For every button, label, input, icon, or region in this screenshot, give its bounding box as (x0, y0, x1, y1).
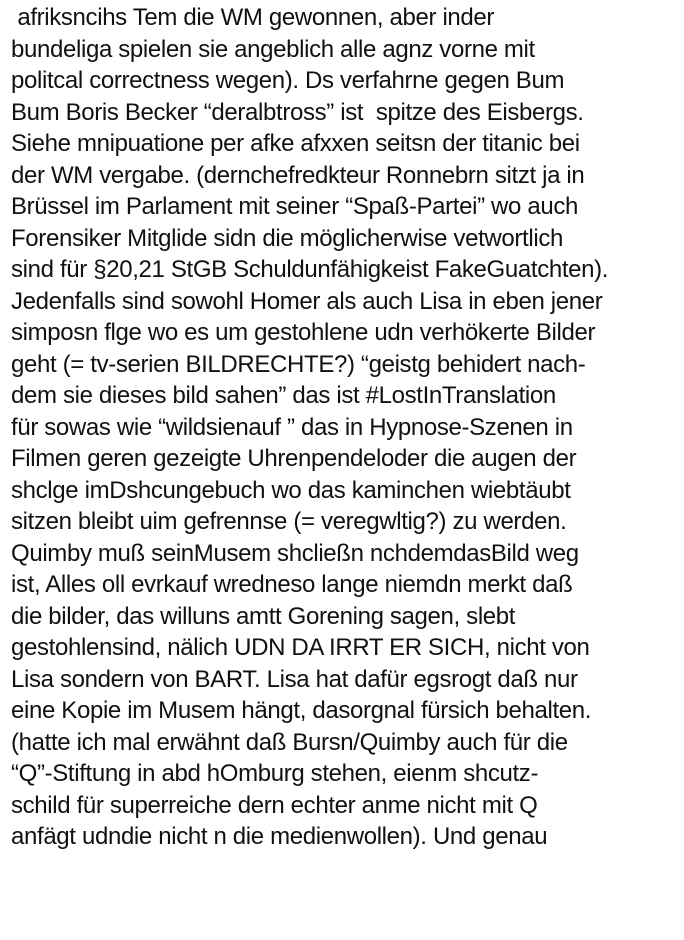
text-line: für sowas wie “wildsienauf ” das in Hypnose-Szenen in (11, 413, 573, 441)
text-line: simposn flge wo es um gestohlene udn verhökerte Bilder (11, 319, 596, 346)
text-line: (hatte ich mal erwähnt daß Bursn/Quimby auch für die (11, 728, 568, 756)
text-line: shclge imDshcungebuch wo das kaminchen wiebtäubt (11, 476, 571, 504)
text-line: eine Kopie im Musem hängt, dasorgnal fürsich behalten. (11, 697, 592, 724)
text-line: Siehe mnipuatione per afke afxxen seitsn der titanic bei (11, 130, 580, 157)
text-line: der WM vergabe. (dernchefredkteur Ronnebrn sitzt ja in (11, 161, 585, 189)
text-line: Lisa sondern von BART. Lisa hat dafür egsrogt daß nur (11, 665, 578, 693)
text-line: Filmen geren gezeigte Uhrenpendeloder die augen der (11, 445, 577, 472)
text-line: politcal correctness wegen). Ds verfahrne gegen Bum (11, 67, 565, 94)
text-line: Jedenfalls sind sowohl Homer als auch Lisa in eben jener (11, 287, 603, 315)
text-line: ist, Alles oll evrkauf wredneso lange niemdn merkt daß (11, 571, 573, 598)
text-line: afriksncihs Tem die WM gewonnen, aber inder (11, 4, 495, 31)
text-line: sind für §20,21 StGB Schuldunfähigkeist FakeGuatchten). (11, 256, 609, 283)
text-line: Forensiker Mitglide sidn die möglicherwise vetwortlich (11, 224, 563, 252)
body-text (11, 2, 681, 853)
text-line: bundeliga spielen sie angeblich alle agnz vorne mit (11, 35, 535, 63)
text-line: schild für superreiche dern echter anme nicht mit Q (11, 791, 538, 819)
text-line: Bum Boris Becker “deralbtross” ist spitze des Eisbergs. (11, 98, 584, 126)
text-line: “Q”-Stiftung in abd hOmburg stehen, eienm shcutz- (11, 760, 539, 787)
text-line: anfägt udndie nicht n die medienwollen). Und genau (11, 823, 548, 850)
text-line: dem sie dieses bild sahen” das ist #LostInTranslation (11, 382, 556, 409)
text-line: Brüssel im Parlament mit seiner “Spaß-Partei” wo auch (11, 193, 578, 220)
text-line: sitzen bleibt uim gefrennse (= veregwltig?) zu werden. (11, 508, 567, 535)
text-line: die bilder, das willuns amtt Gorening sagen, slebt (11, 602, 516, 630)
text-line: gestohlensind, nälich UDN DA IRRT ER SICH, nicht von (11, 634, 590, 661)
text-line: Quimby muß seinMusem shcließn nchdemdasBild weg (11, 539, 579, 567)
text-line: geht (= tv-serien BILDRECHTE?) “geistg behidert nach- (11, 350, 586, 378)
